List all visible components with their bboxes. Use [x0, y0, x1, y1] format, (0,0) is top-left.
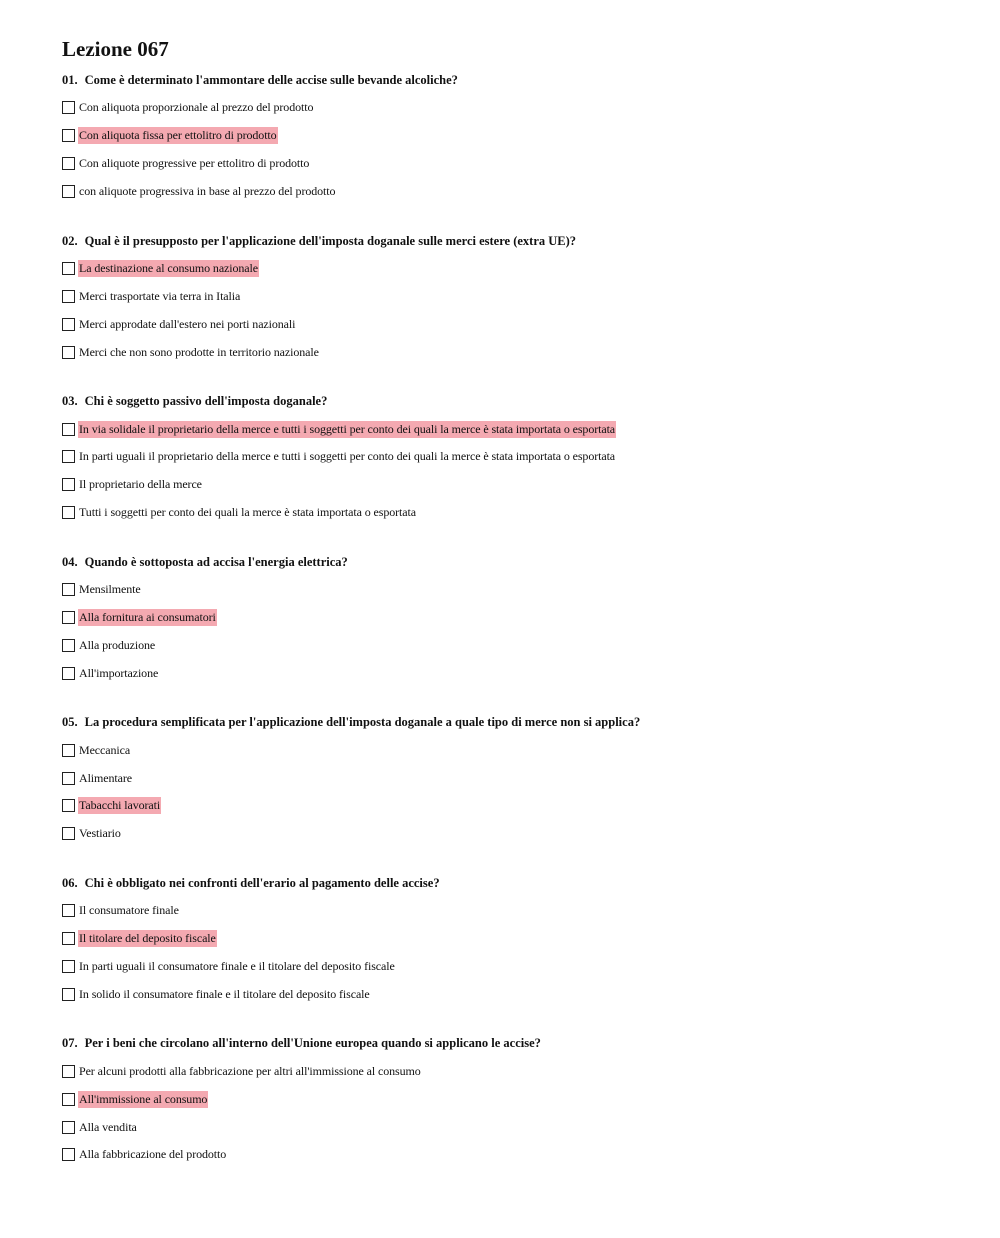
- answer-checkbox[interactable]: [62, 1121, 75, 1134]
- answer-checkbox[interactable]: [62, 423, 75, 436]
- answer-option[interactable]: [62, 736, 962, 764]
- answer-checkbox[interactable]: [62, 772, 75, 785]
- answer-label: Il consumatore finale: [79, 903, 179, 918]
- answer-checkbox[interactable]: [62, 346, 75, 359]
- answer-option[interactable]: [62, 897, 962, 925]
- answer-option[interactable]: [62, 415, 962, 443]
- answer-option[interactable]: [62, 1057, 962, 1085]
- question-heading: [62, 873, 962, 893]
- answer-option[interactable]: [62, 499, 962, 527]
- answer-label: Tutti i soggetti per conto dei quali la merce è stata importata o esportata: [79, 505, 416, 520]
- question-heading: [62, 70, 962, 90]
- answer-option[interactable]: [62, 659, 962, 687]
- question-heading: [62, 1033, 962, 1053]
- question-text: Per i beni che circolano all'interno dell'Unione europea quando si applicano le accise?: [84, 1036, 541, 1051]
- answer-option[interactable]: [62, 820, 962, 848]
- answer-option[interactable]: [62, 255, 962, 283]
- answer-label: In parti uguali il proprietario della merce e tutti i soggetti per conto dei quali la merce è stata importata o esportata: [79, 449, 616, 464]
- answer-checkbox[interactable]: [62, 1148, 75, 1161]
- answer-option[interactable]: [62, 1113, 962, 1141]
- question-block: [62, 391, 962, 527]
- answer-label-highlighted: All'immissione al consumo: [79, 1091, 208, 1106]
- answer-option[interactable]: [62, 471, 962, 499]
- answer-checkbox[interactable]: [62, 827, 75, 840]
- question-block: [62, 231, 962, 367]
- question-number: 02.: [62, 233, 78, 248]
- answer-checkbox[interactable]: [62, 129, 75, 142]
- answer-checkbox[interactable]: [62, 799, 75, 812]
- answer-label: Merci che non sono prodotte in territorio nazionale: [79, 344, 319, 359]
- answer-checkbox[interactable]: [62, 639, 75, 652]
- question-block: [62, 70, 962, 206]
- answer-checkbox[interactable]: [62, 506, 75, 519]
- answer-label-highlighted: In via solidale il proprietario della merce e tutti i soggetti per conto dei quali la merce è stata importata o esportata: [79, 421, 616, 436]
- answer-option[interactable]: [62, 1141, 962, 1169]
- answer-checkbox[interactable]: [62, 932, 75, 945]
- question-heading: [62, 552, 962, 572]
- answer-checkbox[interactable]: [62, 960, 75, 973]
- answer-checkbox[interactable]: [62, 450, 75, 463]
- question-text: Chi è obbligato nei confronti dell'erario al pagamento delle accise?: [84, 875, 440, 890]
- answer-label: con aliquote progressiva in base al prezzo del prodotto: [79, 184, 336, 199]
- answer-option[interactable]: [62, 443, 962, 471]
- question-number: 04.: [62, 554, 78, 569]
- question-number: 06.: [62, 875, 78, 890]
- answer-option[interactable]: [62, 576, 962, 604]
- answer-checkbox[interactable]: [62, 904, 75, 917]
- answer-option[interactable]: [62, 792, 962, 820]
- answer-option[interactable]: [62, 282, 962, 310]
- answer-label-highlighted: Tabacchi lavorati: [79, 798, 161, 813]
- answer-label: Alla produzione: [79, 637, 156, 652]
- answer-label-highlighted: La destinazione al consumo nazionale: [79, 261, 258, 275]
- answer-option[interactable]: [62, 178, 962, 206]
- question-text: Come è determinato l'ammontare delle accise sulle bevande alcoliche?: [84, 73, 458, 87]
- answer-option[interactable]: [62, 953, 962, 981]
- answer-option[interactable]: [62, 631, 962, 659]
- answer-label: Il proprietario della merce: [79, 477, 202, 492]
- question-block: [62, 873, 962, 1009]
- answer-option[interactable]: [62, 150, 962, 178]
- question-text: Chi è soggetto passivo dell'imposta doganale?: [84, 394, 328, 409]
- answer-option[interactable]: [62, 764, 962, 792]
- question-number: 05.: [62, 715, 78, 730]
- answer-option[interactable]: [62, 604, 962, 632]
- answer-label: All'importazione: [79, 665, 159, 680]
- answer-checkbox[interactable]: [62, 611, 75, 624]
- answer-label-highlighted: Con aliquota fissa per ettolitro di prodotto: [79, 128, 277, 143]
- answer-label: In solido il consumatore finale e il titolare del deposito fiscale: [79, 986, 370, 1001]
- answer-label: Meccanica: [79, 742, 131, 757]
- answer-checkbox[interactable]: [62, 1065, 75, 1078]
- question-number: 03.: [62, 394, 78, 409]
- question-block: [62, 552, 962, 688]
- answer-checkbox[interactable]: [62, 583, 75, 596]
- answer-checkbox[interactable]: [62, 318, 75, 331]
- question-text: Quando è sottoposta ad accisa l'energia elettrica?: [84, 554, 348, 569]
- answer-label-highlighted: Alla fornitura ai consumatori: [79, 610, 216, 625]
- answer-checkbox[interactable]: [62, 988, 75, 1001]
- answer-checkbox[interactable]: [62, 478, 75, 491]
- answer-label: Con aliquote progressive per ettolitro di prodotto: [79, 156, 310, 171]
- answer-checkbox[interactable]: [62, 667, 75, 680]
- answer-checkbox[interactable]: [62, 157, 75, 170]
- page-title: Lezione 067: [62, 37, 169, 61]
- answer-label: Merci trasportate via terra in Italia: [79, 288, 241, 303]
- answer-checkbox[interactable]: [62, 290, 75, 303]
- answer-checkbox[interactable]: [62, 262, 75, 275]
- answer-option[interactable]: [62, 310, 962, 338]
- question-list: [62, 70, 962, 1169]
- answer-option[interactable]: [62, 338, 962, 366]
- answer-label: Con aliquota proporzionale al prezzo del prodotto: [79, 100, 314, 115]
- answer-label: Alimentare: [79, 770, 132, 785]
- answer-label: Merci approdate dall'estero nei porti nazionali: [79, 316, 296, 331]
- quiz-page: [62, 36, 962, 1169]
- question-text: La procedura semplificata per l'applicazione dell'imposta doganale a quale tipo di merce non si applica?: [84, 715, 641, 730]
- answer-option[interactable]: [62, 94, 962, 122]
- question-heading: [62, 712, 962, 732]
- question-heading: [62, 391, 962, 411]
- answer-label: In parti uguali il consumatore finale e il titolare del deposito fiscale: [79, 959, 395, 974]
- answer-label: Mensilmente: [79, 582, 141, 597]
- question-text: Qual è il presupposto per l'applicazione dell'imposta doganale sulle merci estere (extra UE)?: [84, 233, 577, 248]
- answer-option[interactable]: [62, 980, 962, 1008]
- answer-option[interactable]: [62, 1085, 962, 1113]
- answer-checkbox[interactable]: [62, 101, 75, 114]
- answer-option[interactable]: [62, 122, 962, 150]
- answer-checkbox[interactable]: [62, 185, 75, 198]
- question-block: [62, 1033, 962, 1169]
- question-number: 07.: [62, 1036, 78, 1051]
- answer-label: Vestiario: [79, 826, 121, 841]
- answer-label: Alla vendita: [79, 1119, 137, 1134]
- answer-option[interactable]: [62, 925, 962, 953]
- answer-checkbox[interactable]: [62, 1093, 75, 1106]
- answer-label-highlighted: Il titolare del deposito fiscale: [79, 931, 216, 946]
- question-heading: [62, 231, 962, 251]
- question-number: 01.: [62, 73, 78, 87]
- answer-checkbox[interactable]: [62, 744, 75, 757]
- answer-label: Alla fabbricazione del prodotto: [79, 1147, 227, 1162]
- question-block: [62, 712, 962, 848]
- answer-label: Per alcuni prodotti alla fabbricazione per altri all'immissione al consumo: [79, 1063, 421, 1078]
